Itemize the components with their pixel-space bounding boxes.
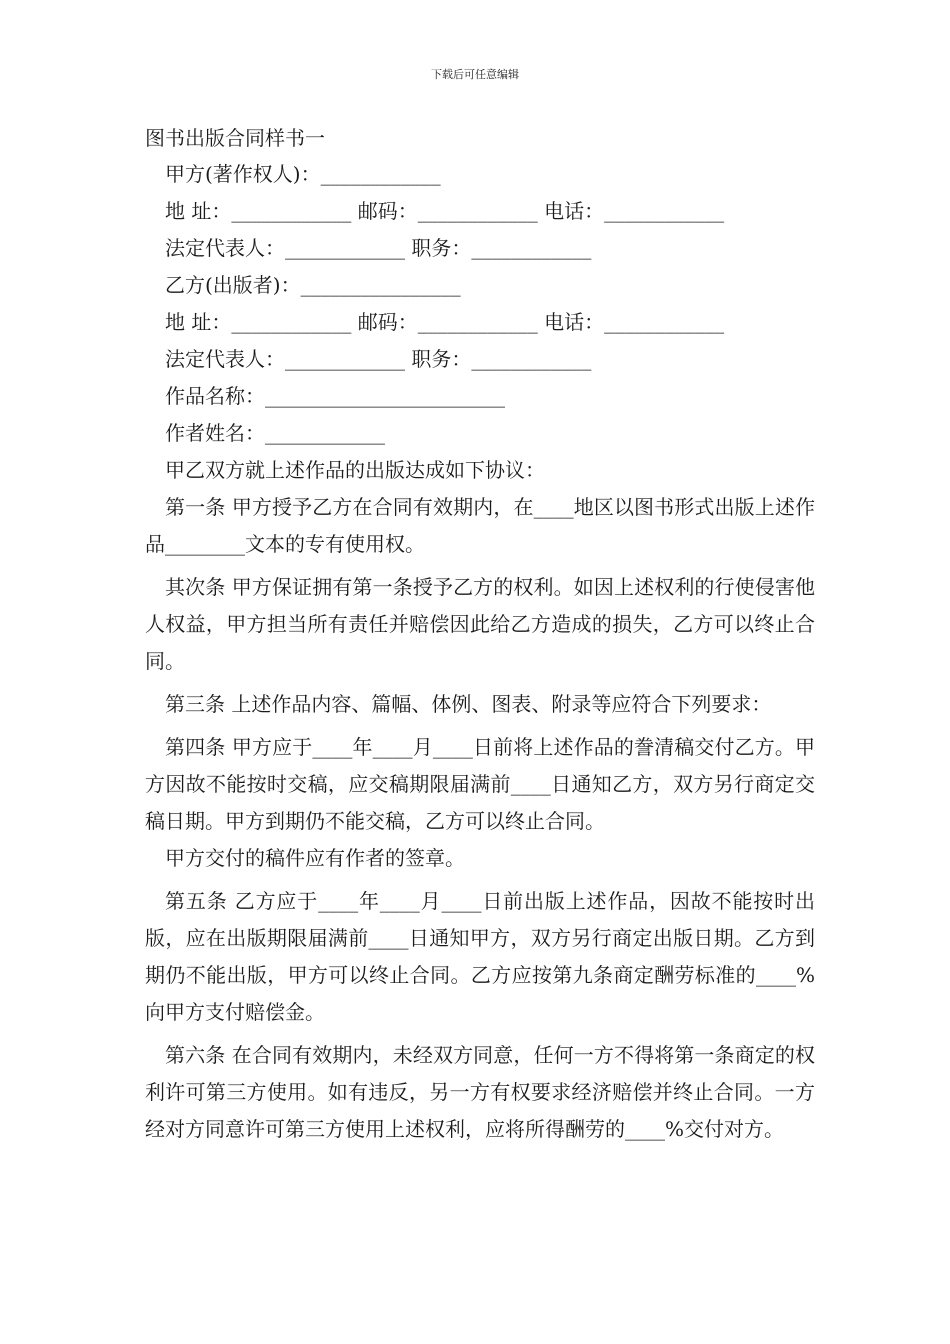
work-title-line: 作品名称：________________________	[165, 384, 505, 408]
party-b-line: 乙方(出版者)：________________	[165, 273, 461, 297]
contract-body	[145, 120, 815, 1148]
clause-2: 其次条 甲方保证拥有第一条授予乙方的权利。如因上述权利的行使侵害他人权益，甲方担当所有责任并赔偿因此给乙方造成的损失，乙方可以终止合同。	[145, 575, 815, 673]
clause-1: 第一条 甲方授予乙方在合同有效期内，在____地区以图书形式出版上述作品________文本的专有使用权。	[145, 495, 815, 556]
party-a-address-line: 地 址：____________ 邮码：____________ 电话：____________	[165, 199, 725, 223]
clause-4-note: 甲方交付的稿件应有作者的签章。	[165, 846, 465, 870]
clause-6: 第六条 在合同有效期内，未经双方同意，任何一方不得将第一条商定的权利许可第三方使用。如有违反，另一方有权要求经济赔偿并终止合同。一方经对方同意许可第三方使用上述权利，应将所得酬劳的____%交付对方。	[145, 1043, 815, 1141]
document-title: 图书出版合同样书一	[145, 126, 325, 150]
party-a-representative-line: 法定代表人：____________ 职务：____________	[165, 236, 592, 260]
clause-3: 第三条 上述作品内容、篇幅、体例、图表、附录等应符合下列要求：	[165, 692, 772, 716]
party-b-representative-line: 法定代表人：____________ 职务：____________	[165, 347, 592, 371]
page-header: 下载后可任意编辑	[431, 68, 519, 81]
party-a-line: 甲方(著作权人)：____________	[165, 162, 441, 186]
author-name-line: 作者姓名：____________	[165, 421, 385, 445]
clause-5: 第五条 乙方应于____年____月____日前出版上述作品，因故不能按时出版，应在出版期限届满前____日通知甲方，双方另行商定出版日期。乙方到期仍不能出版，甲方可以终止合同。乙方应按第九条商定酬劳标准的____%向甲方支付赔偿金。	[145, 889, 815, 1024]
party-b-address-line: 地 址：____________ 邮码：____________ 电话：____________	[165, 310, 725, 334]
clause-4: 第四条 甲方应于____年____月____日前将上述作品的誊清稿交付乙方。甲方因故不能按时交稿，应交稿期限届满前____日通知乙方，双方另行商定交稿日期。甲方到期仍不能交稿，乙方可以终止合同。	[145, 735, 815, 833]
agreement-intro: 甲乙双方就上述作品的出版达成如下协议：	[165, 458, 545, 482]
